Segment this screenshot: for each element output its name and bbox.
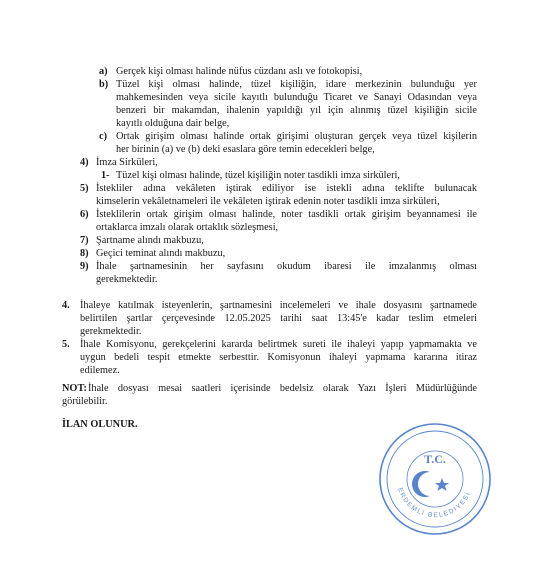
note-line: İhale dosyası mesai saatleri içerisinde bedelsiz olarak Yazı İşleri Müdürlüğünde <box>88 383 477 394</box>
item-8-text: Geçici teminat alındı makbuzu, <box>96 248 226 259</box>
para-4-line: gerekmektedir. <box>80 326 142 337</box>
item-b-line: mahkemesinden veya sicile kayıtlı bulunduğu Ticaret ve Sanayi Odasından veya <box>116 92 477 103</box>
item-b-line: Tüzel kişi olması halinde, tüzel kişiliğin, idare merkezinin bulunduğu yer <box>116 79 477 90</box>
item-4-sub-marker: 1- <box>101 170 110 181</box>
closing-text: İLAN OLUNUR. <box>62 419 138 430</box>
item-7-text: Şartname alındı makbuzu, <box>96 235 204 246</box>
para-5-marker: 5. <box>62 339 70 350</box>
item-4-text: İmza Sirküleri, <box>96 157 158 168</box>
item-5-line: İstekliler adına vekâleten iştirak ediliyor ise istekli adına teklifte bulunacak <box>96 183 477 194</box>
item-5-marker: 5) <box>80 183 89 194</box>
note-label: NOT: <box>62 383 87 394</box>
item-c-marker: c) <box>99 131 107 142</box>
para-5-line: edilemez. <box>80 365 120 376</box>
para-5-line: İhale Komisyonu, gerekçelerini kararda belirtmek sureti ile ihaleyi yapıp yapmamakta ve <box>80 339 477 350</box>
item-a-text: Gerçek kişi olması halinde nüfus cüzdanı aslı ve fotokopisi, <box>116 66 363 77</box>
item-b-marker: b) <box>99 79 109 90</box>
item-c-line: Ortak girişim olması halinde ortak girişimi oluşturan gerçek veya tüzel kişilerin <box>116 131 477 142</box>
item-8-marker: 8) <box>80 248 89 259</box>
item-6-marker: 6) <box>80 209 89 220</box>
item-6-line: ortaklarca imzalı olarak ortaklık sözleşmesi, <box>96 222 279 233</box>
item-9-line: gerekmektedir. <box>96 274 158 285</box>
para-5-line: uygun bedeli tespit etmekte serbesttir. Komisyonun ihaleyi yapmama kararına itiraz <box>80 352 477 363</box>
item-7-marker: 7) <box>80 235 89 246</box>
seal-ring-text: ERDEMLİ BELEDİYESİ <box>396 486 473 520</box>
para-4-line: belirtilen şartlar çerçevesinde 12.05.2025 tarihi saat 13:45'e kadar teslim etmeleri <box>80 313 477 324</box>
para-4-marker: 4. <box>62 300 70 311</box>
item-4-sub-text: Tüzel kişi olması halinde, tüzel kişiliğin noter tasdikli imza sirküleri, <box>116 170 400 181</box>
item-9-marker: 9) <box>80 261 89 272</box>
item-9-line: İhale şartnamesinin her sayfasını okudum ibaresi ile imzalanmış olması <box>96 261 477 272</box>
item-c-line: her birinin (a) ve (b) deki esaslara göre temin edecekleri belge, <box>116 144 375 155</box>
item-b-line: benzeri bir makamdan, ihalenin yapıldığı yıl için alınmış tüzel kişiliğin sicile <box>116 105 477 116</box>
para-4-line: İhaleye katılmak isteyenlerin, şartnamesini incelemeleri ve ihale dosyasını şartnamede <box>80 300 477 311</box>
official-seal-stamp <box>376 420 494 538</box>
item-5-line: kimselerin vekâletnameleri ile vekâleten iştirak edenin noter tasdikli imza sirküleri, <box>96 196 440 207</box>
seal-top-text: T.C. <box>424 452 446 466</box>
item-a-marker: a) <box>99 66 108 77</box>
note-line: görülebilir. <box>62 396 108 407</box>
item-b-line: kayıtlı olduğuna dair belge, <box>116 118 230 129</box>
crescent-star-icon <box>412 471 449 497</box>
item-6-line: İsteklilerin ortak girişim olması halinde, noter tasdikli ortak girişim beyannamesi ile <box>96 209 477 220</box>
item-4-marker: 4) <box>80 157 89 168</box>
